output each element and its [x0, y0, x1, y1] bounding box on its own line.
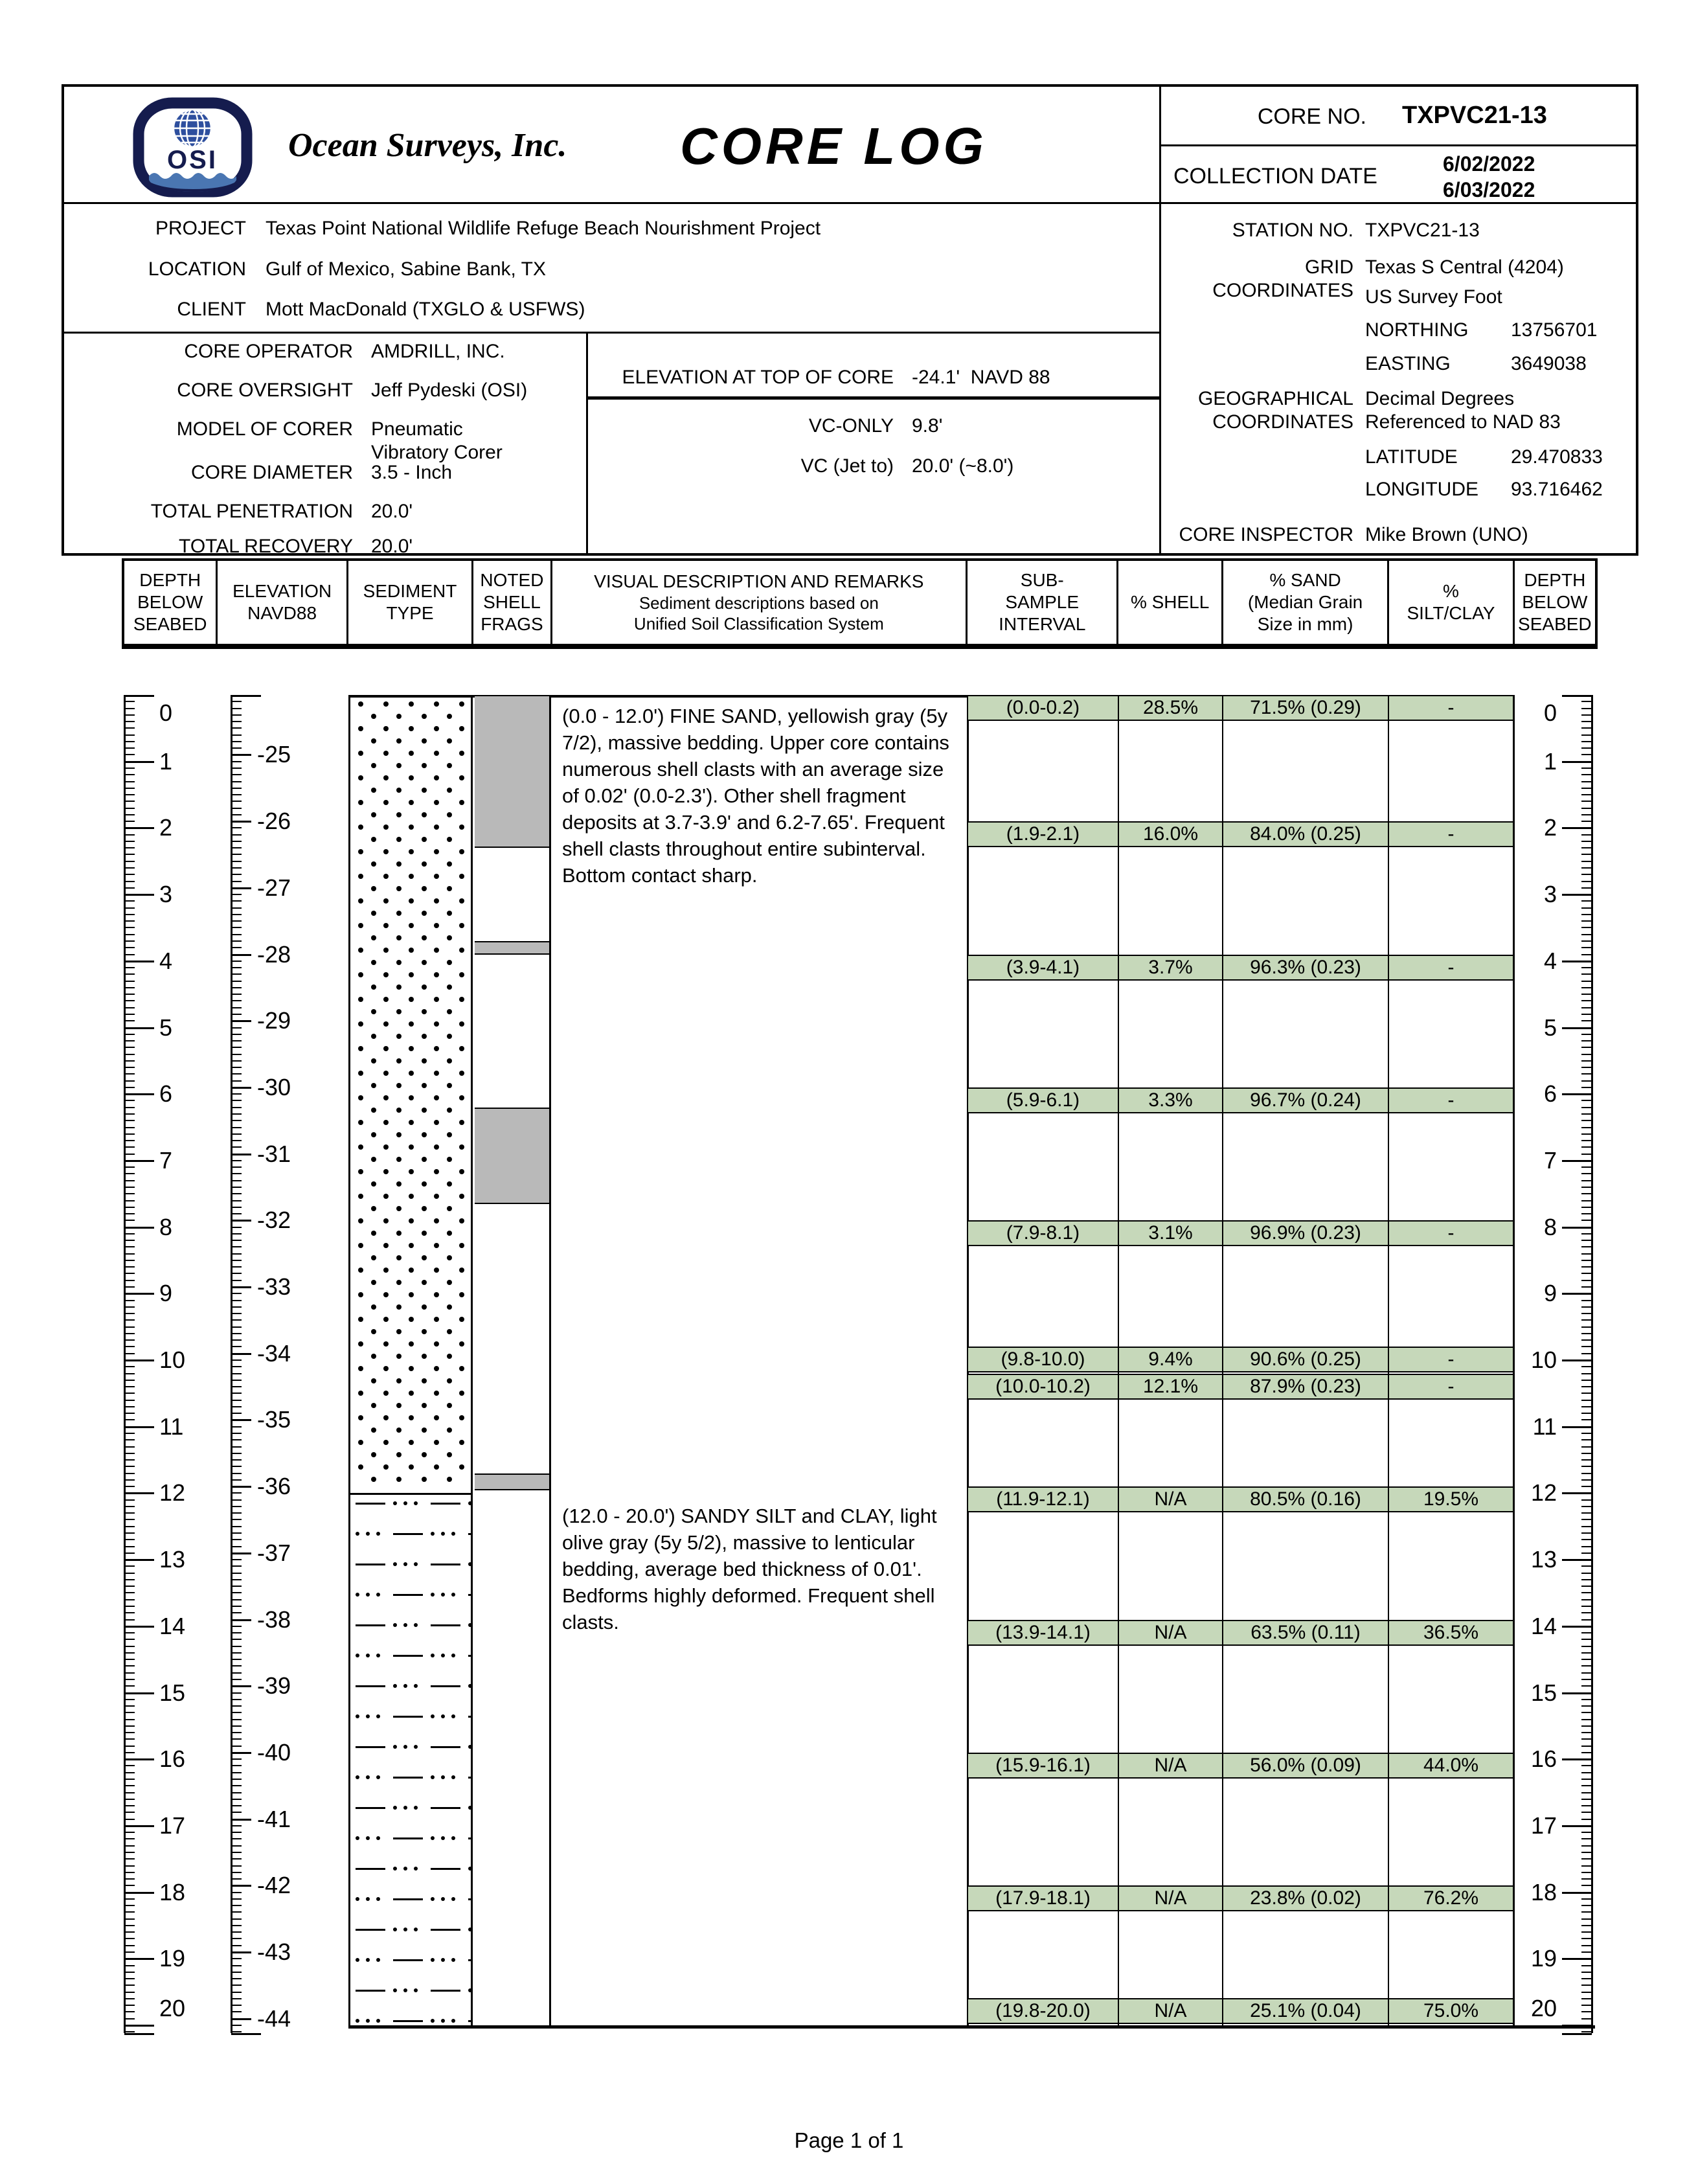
column-header-line: NAVD88 — [247, 603, 317, 623]
client-label: CLIENT — [177, 299, 246, 320]
elevation-underline — [586, 396, 1161, 400]
total-penetration-label: TOTAL PENETRATION — [150, 501, 353, 522]
sample-silt-clay-pct: 75.0% — [1388, 1999, 1513, 2023]
column-header-line: BELOW — [137, 592, 203, 612]
column-header-line: INTERVAL — [999, 614, 1086, 634]
depth-tick-label: 17 — [159, 1812, 186, 1839]
collection-date-2: 6/03/2022 — [1443, 178, 1535, 201]
project-row — [84, 217, 1107, 240]
column-header-description — [550, 561, 966, 644]
globe-icon — [174, 109, 211, 147]
geo-coordinates-value-1: Decimal Degrees — [1365, 388, 1515, 409]
vc-jet-value: 20.0' (~8.0') — [912, 455, 1014, 477]
longitude-value: 93.716462 — [1511, 479, 1603, 500]
sample-interval: (5.9-6.1) — [1006, 1089, 1080, 1111]
depth-tick-label: 17 — [1530, 1812, 1557, 1839]
depth-tick-label: 7 — [1543, 1147, 1557, 1174]
column-header-depth-right — [1513, 561, 1595, 644]
page-number: Page 1 of 1 — [794, 2128, 904, 2152]
column-header-row — [122, 558, 1598, 649]
vc-jet-row — [602, 455, 1013, 478]
sample-silt-clay-pct: 76.2% — [1388, 1887, 1513, 1910]
project-value: Texas Point National Wildlife Refuge Beach Nourishment Project — [266, 218, 821, 239]
depth-tick-label: 20 — [1530, 1995, 1557, 2021]
sample-sand-pct: 23.8% (0.02) — [1222, 1887, 1388, 1910]
elevation-tick-label: -32 — [257, 1207, 291, 1233]
easting-row — [1365, 352, 1587, 376]
shellfrag-col-right-border — [549, 695, 551, 2025]
sample-interval: (9.8-10.0) — [1001, 1348, 1085, 1370]
sample-row-2 — [967, 821, 1514, 847]
column-header-line: DEPTH — [139, 570, 201, 590]
elevation-tick-label: -28 — [257, 941, 291, 968]
core-no-label: CORE NO. — [1257, 104, 1366, 129]
total-penetration-row — [100, 500, 413, 523]
depth-tick-label: 12 — [159, 1479, 186, 1506]
elevation-tick-label: -36 — [257, 1473, 291, 1499]
elevation-tick-label: -37 — [257, 1540, 291, 1566]
sample-sand-pct: 56.0% (0.09) — [1222, 1754, 1388, 1777]
sample-row-6 — [967, 1347, 1514, 1372]
osi-logo-text: OSI — [167, 146, 218, 174]
column-header-line: % SAND — [1269, 570, 1341, 590]
depth-tick-label: 0 — [159, 700, 173, 726]
collection-date-values — [1443, 151, 1535, 203]
location-label: LOCATION — [148, 258, 246, 280]
sample-silt-clay-pct: 44.0% — [1388, 1754, 1513, 1777]
depth-tick-label: 9 — [159, 1280, 173, 1306]
sample-sand-pct: 87.9% (0.23) — [1222, 1375, 1388, 1398]
elevation-tick-label: -38 — [257, 1606, 291, 1633]
sample-interval: (3.9-4.1) — [1006, 957, 1080, 978]
northing-label: NORTHING — [1365, 319, 1469, 341]
elevation-tick-label: -29 — [257, 1007, 291, 1034]
sample-interval: (0.0-0.2) — [1006, 697, 1080, 718]
column-header-line: Size in mm) — [1257, 614, 1353, 634]
depth-tick-label: 5 — [159, 1014, 173, 1041]
sample-silt-clay-pct: - — [1388, 956, 1513, 979]
column-header-line: SILT/CLAY — [1407, 603, 1495, 623]
sample-interval: (19.8-20.0) — [995, 2000, 1091, 2021]
corer-model-label: MODEL OF CORER — [176, 418, 353, 440]
page-title: CORE LOG — [680, 117, 988, 175]
core-diameter-label: CORE DIAMETER — [190, 462, 353, 483]
column-header-line: VISUAL DESCRIPTION AND REMARKS — [594, 571, 924, 591]
sample-row-1 — [967, 695, 1514, 721]
column-header-line: FRAGS — [481, 614, 543, 634]
sample-shell-pct: 3.3% — [1118, 1089, 1222, 1112]
total-penetration-value: 20.0' — [371, 501, 413, 522]
depth-tick-label: 4 — [1543, 948, 1557, 974]
sample-interval: (7.9-8.1) — [1006, 1222, 1080, 1244]
client-value: Mott MacDonald (TXGLO & USFWS) — [266, 299, 585, 320]
longitude-label: LONGITUDE — [1365, 479, 1479, 500]
total-recovery-label: TOTAL RECOVERY — [179, 536, 353, 557]
core-operator-label: CORE OPERATOR — [184, 341, 353, 362]
depth-tick-label: 19 — [1530, 1945, 1557, 1972]
station-no-value: TXPVC21-13 — [1365, 220, 1480, 241]
column-header-line: TYPE — [386, 603, 434, 623]
elevation-tick-label: -43 — [257, 1939, 291, 1965]
core-operator-value: AMDRILL, INC. — [371, 341, 505, 362]
latitude-value: 29.470833 — [1511, 446, 1603, 468]
column-header-sediment-type — [346, 561, 471, 644]
core-diameter-value: 3.5 - Inch — [371, 462, 453, 483]
depth-tick-label: 20 — [159, 1995, 186, 2021]
elevation-tick-label: -33 — [257, 1273, 291, 1300]
sample-row-11 — [967, 1885, 1514, 1911]
longitude-row — [1365, 478, 1603, 501]
sample-shell-pct: 3.1% — [1118, 1222, 1222, 1245]
corer-model-value-2: Vibratory Corer — [371, 442, 503, 463]
sediment-pattern-silt-clay — [350, 1495, 471, 2024]
northing-row — [1365, 319, 1597, 342]
corer-model-value-1: Pneumatic — [371, 418, 463, 440]
depth-tick-label: 12 — [1530, 1479, 1557, 1506]
core-oversight-value: Jeff Pydeski (OSI) — [371, 380, 528, 401]
elevation-tick-label: -26 — [257, 808, 291, 834]
northing-value: 13756701 — [1511, 319, 1598, 341]
elevation-tick-label: -41 — [257, 1806, 291, 1832]
shell-frag-bar-4 — [475, 1473, 549, 1490]
sample-shell-pct: 16.0% — [1118, 823, 1222, 846]
sample-silt-clay-pct: 36.5% — [1388, 1621, 1513, 1644]
total-recovery-value: 20.0' — [371, 536, 413, 557]
column-header-line: % SHELL — [1130, 592, 1210, 612]
sample-silt-clay-pct: - — [1388, 1375, 1513, 1398]
sample-sand-pct: 71.5% (0.29) — [1222, 696, 1388, 720]
sample-shell-pct: 9.4% — [1118, 1348, 1222, 1371]
sample-silt-clay-pct: - — [1388, 1348, 1513, 1371]
sample-shell-pct: N/A — [1118, 1887, 1222, 1910]
sample-silt-clay-pct: - — [1388, 696, 1513, 720]
sample-silt-clay-pct: - — [1388, 823, 1513, 846]
sample-interval: (15.9-16.1) — [995, 1755, 1091, 1776]
column-header-line: % — [1443, 581, 1459, 601]
column-header-depth-left — [124, 561, 216, 644]
column-header-line: DEPTH — [1524, 570, 1586, 590]
sample-interval: (11.9-12.1) — [996, 1488, 1090, 1510]
sample-row-7 — [967, 1374, 1514, 1400]
column-header-elevation — [216, 561, 346, 644]
depth-tick-label: 8 — [1543, 1214, 1557, 1240]
depth-tick-label: 14 — [159, 1613, 186, 1639]
elevation-top-value: -24.1' NAVD 88 — [912, 367, 1050, 388]
sample-silt-clay-pct: - — [1388, 1222, 1513, 1245]
depth-tick-label: 6 — [159, 1080, 173, 1107]
sample-sand-pct: 96.7% (0.24) — [1222, 1089, 1388, 1112]
grid-coordinates-row — [1166, 256, 1564, 309]
depth-tick-label: 9 — [1543, 1280, 1557, 1306]
osi-logo-graphic — [133, 97, 253, 198]
depth-tick-label: 2 — [1543, 814, 1557, 841]
column-header-line: NOTED — [480, 570, 544, 590]
elevation-tick-label: -40 — [257, 1739, 291, 1766]
vc-jet-label: VC (Jet to) — [800, 455, 894, 477]
sample-interval: (17.9-18.1) — [995, 1887, 1091, 1909]
elevation-tick-label: -27 — [257, 874, 291, 901]
elevation-tick-label: -25 — [257, 741, 291, 768]
sample-silt-clay-pct: 19.5% — [1388, 1488, 1513, 1511]
depth-tick-label: 18 — [1530, 1879, 1557, 1905]
column-header-line: SEDIMENT — [363, 581, 457, 601]
elevation-tick-label: -39 — [257, 1672, 291, 1699]
depth-tick-label: 6 — [1543, 1080, 1557, 1107]
sample-row-5 — [967, 1220, 1514, 1246]
elevation-tick-label: -35 — [257, 1406, 291, 1433]
depth-tick-label: 10 — [1530, 1347, 1557, 1373]
collection-date-1: 6/02/2022 — [1443, 152, 1535, 176]
elevation-tick-label: -34 — [257, 1340, 291, 1367]
depth-tick-label: 7 — [159, 1147, 173, 1174]
depth-tick-label: 19 — [159, 1945, 186, 1972]
corer-model-row — [100, 418, 503, 464]
core-oversight-row — [100, 379, 527, 402]
sample-interval: (10.0-10.2) — [995, 1376, 1091, 1397]
latitude-label: LATITUDE — [1365, 446, 1458, 468]
column-header-line: SUB- — [1020, 570, 1064, 590]
geo-coordinates-label-1: GEOGRAPHICAL — [1197, 388, 1353, 409]
depth-tick-label: 15 — [1530, 1679, 1557, 1706]
geo-coordinates-label-2: COORDINATES — [1212, 411, 1353, 433]
sample-shell-pct: N/A — [1118, 1999, 1222, 2023]
company-name: Ocean Surveys, Inc. — [288, 127, 567, 164]
shell-frag-bar-3 — [475, 1108, 549, 1204]
sample-shell-pct: 28.5% — [1118, 696, 1222, 720]
sample-sand-pct: 96.3% (0.23) — [1222, 956, 1388, 979]
depth-tick-label: 14 — [1530, 1613, 1557, 1639]
elevation-tick-label: -30 — [257, 1074, 291, 1100]
sample-row-9 — [967, 1620, 1514, 1646]
geo-coordinates-value-2: Referenced to NAD 83 — [1365, 411, 1561, 433]
depth-tick-label: 16 — [1530, 1746, 1557, 1772]
column-header-sand-pct — [1221, 561, 1387, 644]
sample-interval: (1.9-2.1) — [1006, 823, 1080, 845]
column-header-shell-frags — [471, 561, 550, 644]
grid-coordinates-value-2: US Survey Foot — [1365, 286, 1502, 308]
column-header-sub-sample-interval — [966, 561, 1116, 644]
depth-tick-label: 1 — [1543, 748, 1557, 775]
depth-tick-label: 13 — [159, 1546, 186, 1573]
depth-tick-label: 16 — [159, 1746, 186, 1772]
unit-1-description: (0.0 - 12.0') FINE SAND, yellowish gray (5y 7/2), massive bedding. Upper core contains numerous shell clasts with an average size of 0.02' (0.0-2.3'). Other shell fragment deposits at 3.7-3.9' and 6.2-7.65'. Frequent shell clasts throughout entire subinterval. Bottom contact sharp. — [562, 705, 949, 887]
column-header-shell-pct — [1116, 561, 1221, 644]
sample-sand-pct: 96.9% (0.23) — [1222, 1222, 1388, 1245]
sample-sand-pct: 84.0% (0.25) — [1222, 823, 1388, 846]
station-no-row — [1166, 219, 1480, 242]
column-header-line: SEABED — [1518, 614, 1592, 634]
log-bottom-line — [348, 2025, 1595, 2029]
sample-sand-pct: 63.5% (0.11) — [1222, 1621, 1388, 1644]
depth-tick-label: 8 — [159, 1214, 173, 1240]
grid-coordinates-label: GRID COORDINATES — [1212, 256, 1353, 301]
column-header-line: Sediment descriptions based on — [639, 593, 879, 613]
latitude-row — [1365, 446, 1603, 469]
depth-tick-label: 5 — [1543, 1014, 1557, 1041]
depth-tick-label: 13 — [1530, 1546, 1557, 1573]
column-header-line: (Median Grain — [1247, 592, 1363, 612]
sample-shell-pct: 3.7% — [1118, 956, 1222, 979]
elevation-tick-label: -42 — [257, 1872, 291, 1898]
vc-only-label: VC-ONLY — [808, 415, 894, 437]
sample-sand-pct: 80.5% (0.16) — [1222, 1488, 1388, 1511]
core-oversight-label: CORE OVERSIGHT — [177, 380, 353, 401]
geo-coordinates-row — [1166, 387, 1561, 434]
core-no-value: TXPVC21-13 — [1402, 102, 1547, 129]
sample-row-10 — [967, 1753, 1514, 1779]
location-value: Gulf of Mexico, Sabine Bank, TX — [266, 258, 546, 280]
header-divider-1 — [62, 202, 1638, 204]
core-diameter-row — [100, 461, 452, 484]
sample-shell-pct: N/A — [1118, 1488, 1222, 1511]
depth-tick-label: 2 — [159, 814, 173, 841]
column-header-line: SAMPLE — [1005, 592, 1080, 612]
sample-sand-pct: 25.1% (0.04) — [1222, 1999, 1388, 2023]
sample-silt-clay-pct: - — [1388, 1089, 1513, 1112]
core-inspector-row — [1166, 523, 1528, 547]
operator-elevation-divider — [586, 332, 588, 556]
column-header-line: ELEVATION — [232, 581, 332, 601]
sediment-pattern-sand — [350, 698, 471, 1493]
sample-row-12 — [967, 1998, 1514, 2024]
sample-row-3 — [967, 955, 1514, 981]
total-recovery-row — [100, 535, 413, 558]
depth-tick-label: 11 — [1532, 1413, 1557, 1440]
easting-label: EASTING — [1365, 353, 1451, 374]
project-label: PROJECT — [155, 218, 246, 239]
depth-tick-label: 11 — [159, 1413, 184, 1440]
vc-only-row — [602, 415, 942, 438]
column-header-line: SHELL — [483, 592, 541, 612]
depth-tick-label: 15 — [159, 1679, 186, 1706]
grid-coordinates-value-1: Texas S Central (4204) — [1365, 256, 1564, 278]
vc-only-value: 9.8' — [912, 415, 943, 437]
sample-shell-pct: N/A — [1118, 1621, 1222, 1644]
depth-tick-label: 10 — [159, 1347, 186, 1373]
header-divider-2 — [62, 332, 1161, 334]
client-row — [84, 298, 585, 321]
depth-tick-label: 3 — [1543, 881, 1557, 907]
elevation-top-row — [602, 366, 1050, 389]
depth-tick-label: 4 — [159, 948, 173, 974]
shell-frag-bar-1 — [475, 695, 549, 848]
sample-shell-pct: 12.1% — [1118, 1375, 1222, 1398]
location-row — [84, 258, 546, 281]
elevation-tick-label: -44 — [257, 2005, 291, 2032]
sample-row-8 — [967, 1486, 1514, 1512]
depth-tick-label: 3 — [159, 881, 173, 907]
depth-tick-label: 1 — [159, 748, 173, 775]
depth-tick-label: 0 — [1543, 700, 1557, 726]
column-header-silt-clay-pct — [1387, 561, 1512, 644]
sample-interval: (13.9-14.1) — [995, 1622, 1091, 1643]
elevation-top-label: ELEVATION AT TOP OF CORE — [622, 367, 894, 388]
header-vertical-divider — [1159, 84, 1161, 556]
core-inspector-value: Mike Brown (UNO) — [1365, 524, 1528, 545]
sample-sand-pct: 90.6% (0.25) — [1222, 1348, 1388, 1371]
core-inspector-label: CORE INSPECTOR — [1179, 524, 1353, 545]
station-no-label: STATION NO. — [1232, 220, 1353, 241]
core-no-divider — [1159, 144, 1638, 146]
sediment-col-right-border — [471, 695, 473, 2025]
unit-2-description: (12.0 - 20.0') SANDY SILT and CLAY, light olive gray (5y 5/2), massive to lenticular bedding, average bed thickness of 0.01'. Bedforms highly deformed. Frequent shell clasts. — [562, 1505, 937, 1633]
column-header-line: SEABED — [133, 614, 207, 634]
osi-logo — [133, 97, 253, 201]
column-header-line: Unified Soil Classification System — [633, 614, 884, 633]
sample-row-4 — [967, 1087, 1514, 1113]
easting-value: 3649038 — [1511, 353, 1587, 374]
elevation-tick-label: -31 — [257, 1141, 291, 1167]
sample-shell-pct: N/A — [1118, 1754, 1222, 1777]
collection-date-label: COLLECTION DATE — [1173, 164, 1377, 188]
column-header-line: BELOW — [1522, 592, 1588, 612]
depth-tick-label: 18 — [159, 1879, 186, 1905]
shell-frag-bar-2 — [475, 941, 549, 955]
core-operator-row — [100, 340, 505, 363]
